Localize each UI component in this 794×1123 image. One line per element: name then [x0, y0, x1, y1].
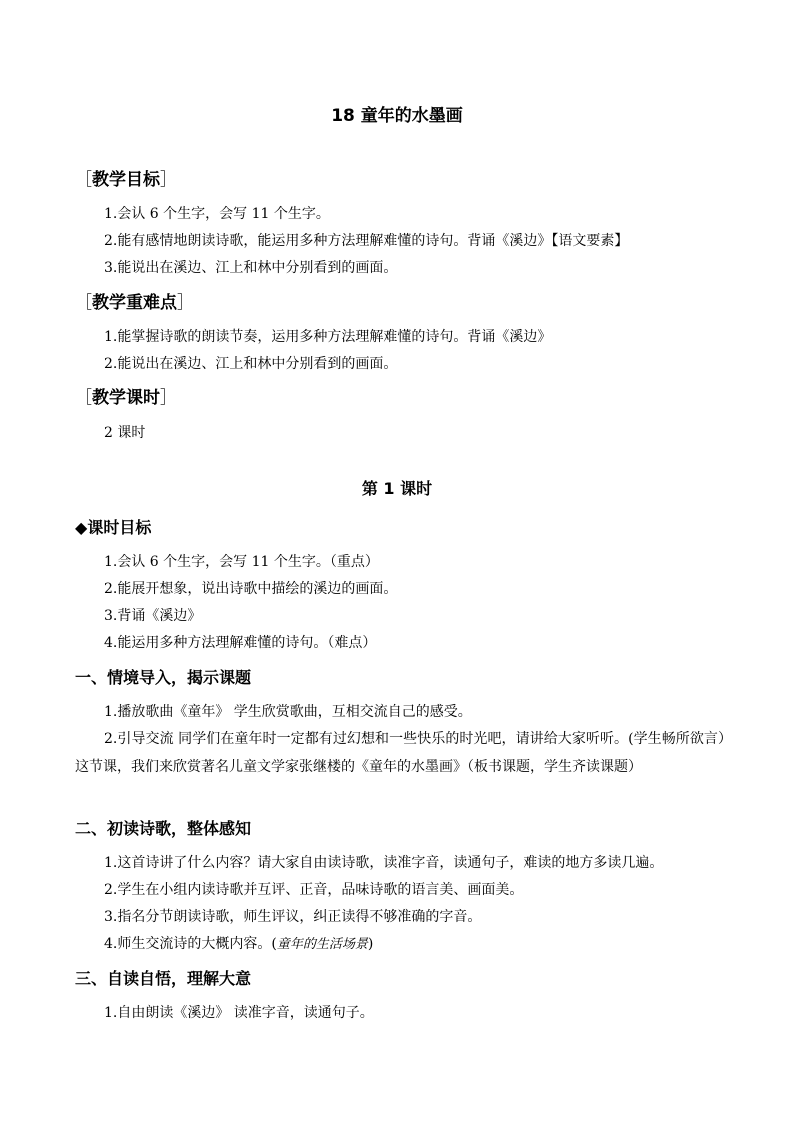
section-item: 3.指名分节朗读诗歌，师生评议，纠正读得不够准确的字音。 [104, 909, 482, 925]
objective-item: 2.能有感情地朗读诗歌，能运用多种方法理解难懂的诗句。背诵《溪边》【语文要素】 [104, 233, 629, 249]
periods-value: 2 课时 [104, 425, 146, 441]
bracket-close: ］ [160, 170, 177, 190]
goals-heading-text: 课时目标 [87, 518, 152, 537]
periods-heading-text: 教学课时 [92, 388, 160, 408]
bracket-open: ［ [75, 293, 92, 313]
section-item: 2.学生在小组内读诗歌并互评、正音，品味诗歌的语言美、画面美。 [104, 882, 524, 898]
section-item: 1.这首诗讲了什么内容？请大家自由读诗歌，读准字音，读通句子，难读的地方多读几遍。 [104, 855, 664, 871]
bracket-open: ［ [75, 388, 92, 408]
goal-item: 4.能运用多种方法理解难懂的诗句。（难点） [104, 635, 377, 651]
goal-item: 2.能展开想象，说出诗歌中描绘的溪边的画面。 [104, 581, 398, 597]
objectives-heading [75, 168, 177, 192]
lesson-title: 第 1 课时 [361, 479, 433, 498]
goals-heading [75, 516, 151, 540]
bracket-close: ］ [177, 293, 194, 313]
objectives-heading-text: 教学目标 [92, 170, 160, 190]
section-item: 1.自由朗读《溪边》 读准字音，读通句子。 [104, 1005, 374, 1021]
periods-heading [75, 386, 177, 410]
key-point-item: 1.能掌握诗歌的朗读节奏，运用多种方法理解难懂的诗句。背诵《溪边》 [104, 329, 552, 345]
section-item: 1.播放歌曲《童年》 学生欣赏歌曲，互相交流自己的感受。 [104, 704, 472, 720]
key-point-item: 2.能说出在溪边、江上和林中分别看到的画面。 [104, 356, 398, 372]
section-item [104, 933, 724, 956]
key-points-heading [75, 291, 194, 315]
objective-item: 1.会认 6 个生字，会写 11 个生字。 [104, 206, 330, 222]
section-heading: 二、初读诗歌，整体感知 [75, 819, 252, 838]
section-heading: 三、自读自悟，理解大意 [75, 969, 252, 988]
goal-item: 3.背诵《溪边》 [104, 608, 202, 624]
goal-item: 1.会认 6 个生字，会写 11 个生字。（重点） [104, 554, 379, 570]
diamond-icon: ◆ [75, 518, 88, 537]
objective-item: 3.能说出在溪边、江上和林中分别看到的画面。 [104, 260, 398, 276]
section-paragraph: 2.引导交流 同学们在童年时一定都有过幻想和一些快乐的时光吧，请讲给大家听听。(学生畅所欲言）这节课，我们来欣赏著名儿童文学家张继楼的《童年的水墨画》（板书课题，学生齐读课题） [75, 731, 725, 775]
document-title: 18 童年的水墨画 [331, 106, 463, 126]
item-close: ) [367, 936, 374, 952]
item-text: 4.师生交流诗的大概内容。( [104, 936, 277, 952]
bracket-close: ］ [160, 388, 177, 408]
section-heading: 一、情境导入，揭示课题 [75, 668, 252, 687]
item-note: 童年的生活场景 [276, 937, 368, 952]
key-points-heading-text: 教学重难点 [92, 293, 177, 313]
bracket-open: ［ [75, 170, 92, 190]
